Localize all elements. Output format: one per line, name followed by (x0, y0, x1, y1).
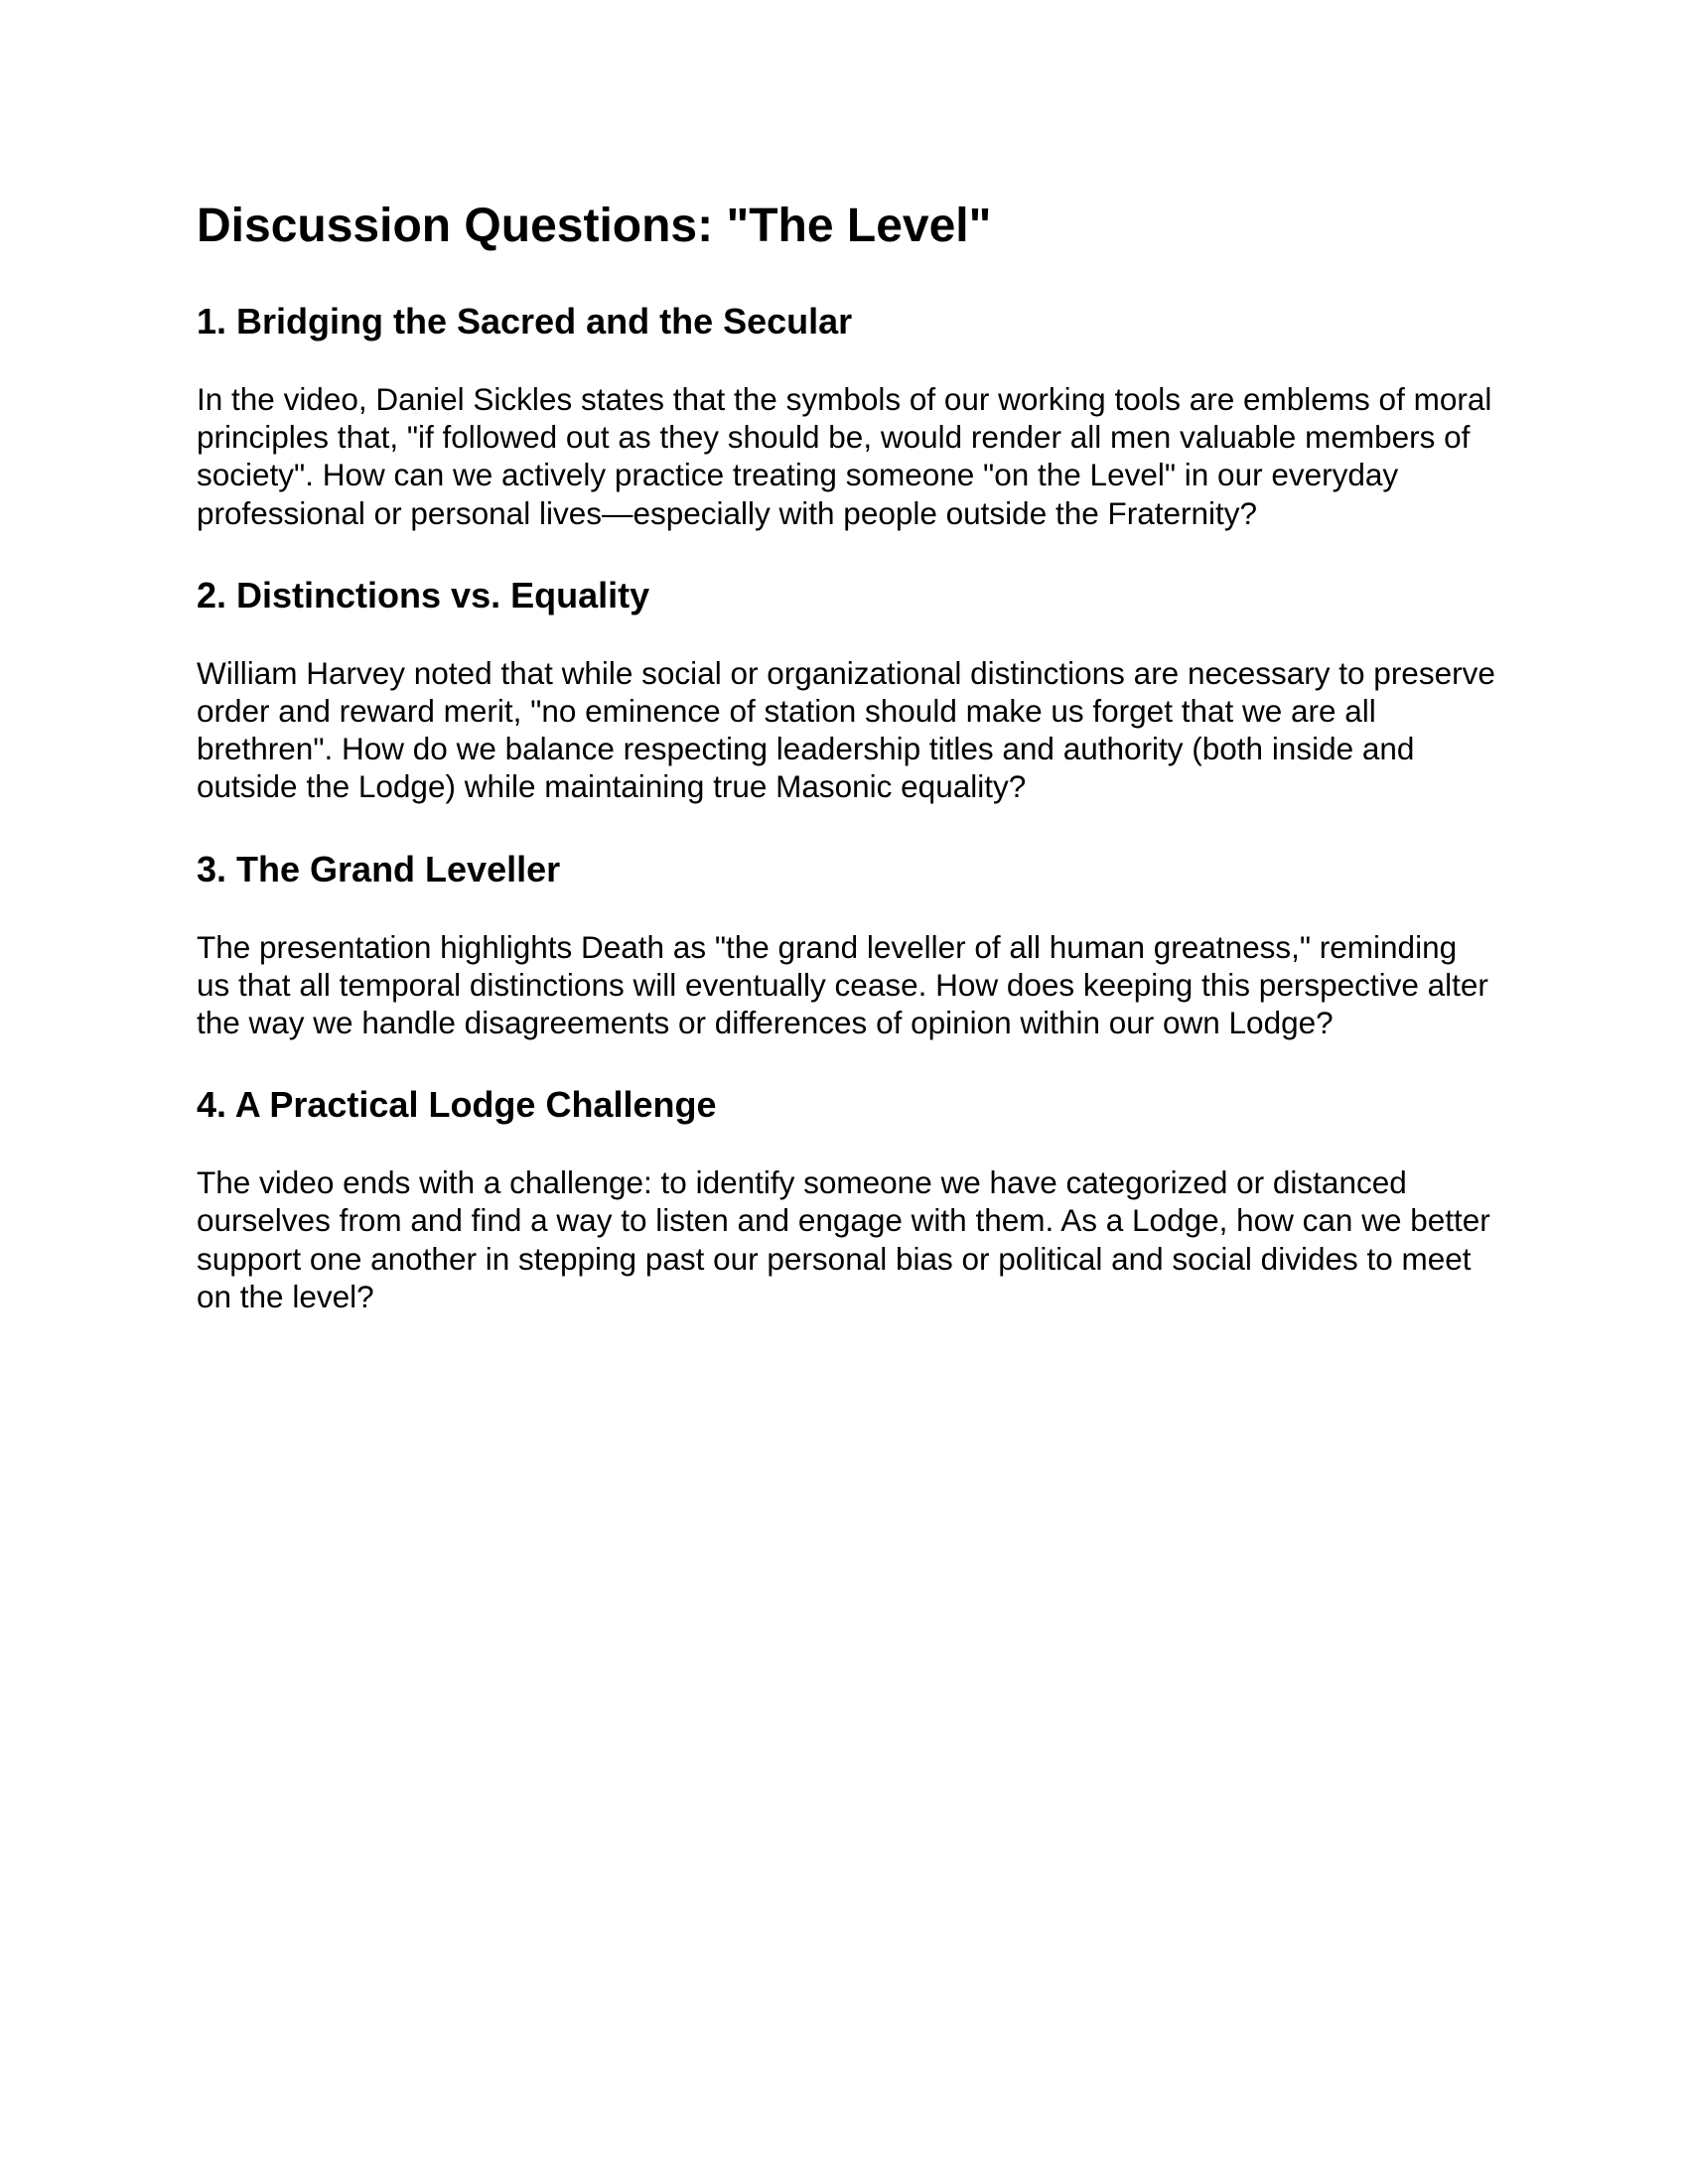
section-heading: 4. A Practical Lodge Challenge (197, 1084, 717, 1126)
section-heading: 3. The Grand Leveller (197, 848, 561, 889)
section-bridging (197, 296, 1497, 532)
document-title: Discussion Questions: "The Level" (197, 200, 992, 252)
section-body: The video ends with a challenge: to identify someone we have categorized or distanced ourselves from and find a way to listen and engage with them. As a Lodge, how can we better support one another in stepping past our personal bias or political and social divides to meet on the level? (197, 1164, 1490, 1314)
section-body: William Harvey noted that while social or organizational distinctions are necessary to preserve order and reward merit, "no eminence of station should make us forget that we are all brethren". How do we balance respecting leadership titles and authority (both inside and outside the Lodge) while maintaining true Masonic equality? (197, 654, 1495, 805)
section-heading: 2. Distinctions vs. Equality (197, 574, 650, 615)
section-distinctions (197, 570, 1497, 806)
section-heading: 1. Bridging the Sacred and the Secular (197, 301, 853, 341)
section-body: The presentation highlights Death as "the grand leveller of all human greatness," reminding us that all temporal distinctions will eventually cease. How does keeping this perspective alter the way we handle disagreements or differences of opinion within our own Lodge? (197, 928, 1488, 1041)
section-lodge-challenge (197, 1079, 1497, 1315)
section-grand-leveller (197, 844, 1497, 1042)
section-body: In the video, Daniel Sickles states that the symbols of our working tools are emblems of moral principles that, "if followed out as they should be, would render all men valuable members of society". How can we actively practice treating someone "on the Level" in our everyday professional or personal lives—especially with people outside the Fraternity? (197, 381, 1492, 531)
document-page (197, 195, 1497, 1315)
